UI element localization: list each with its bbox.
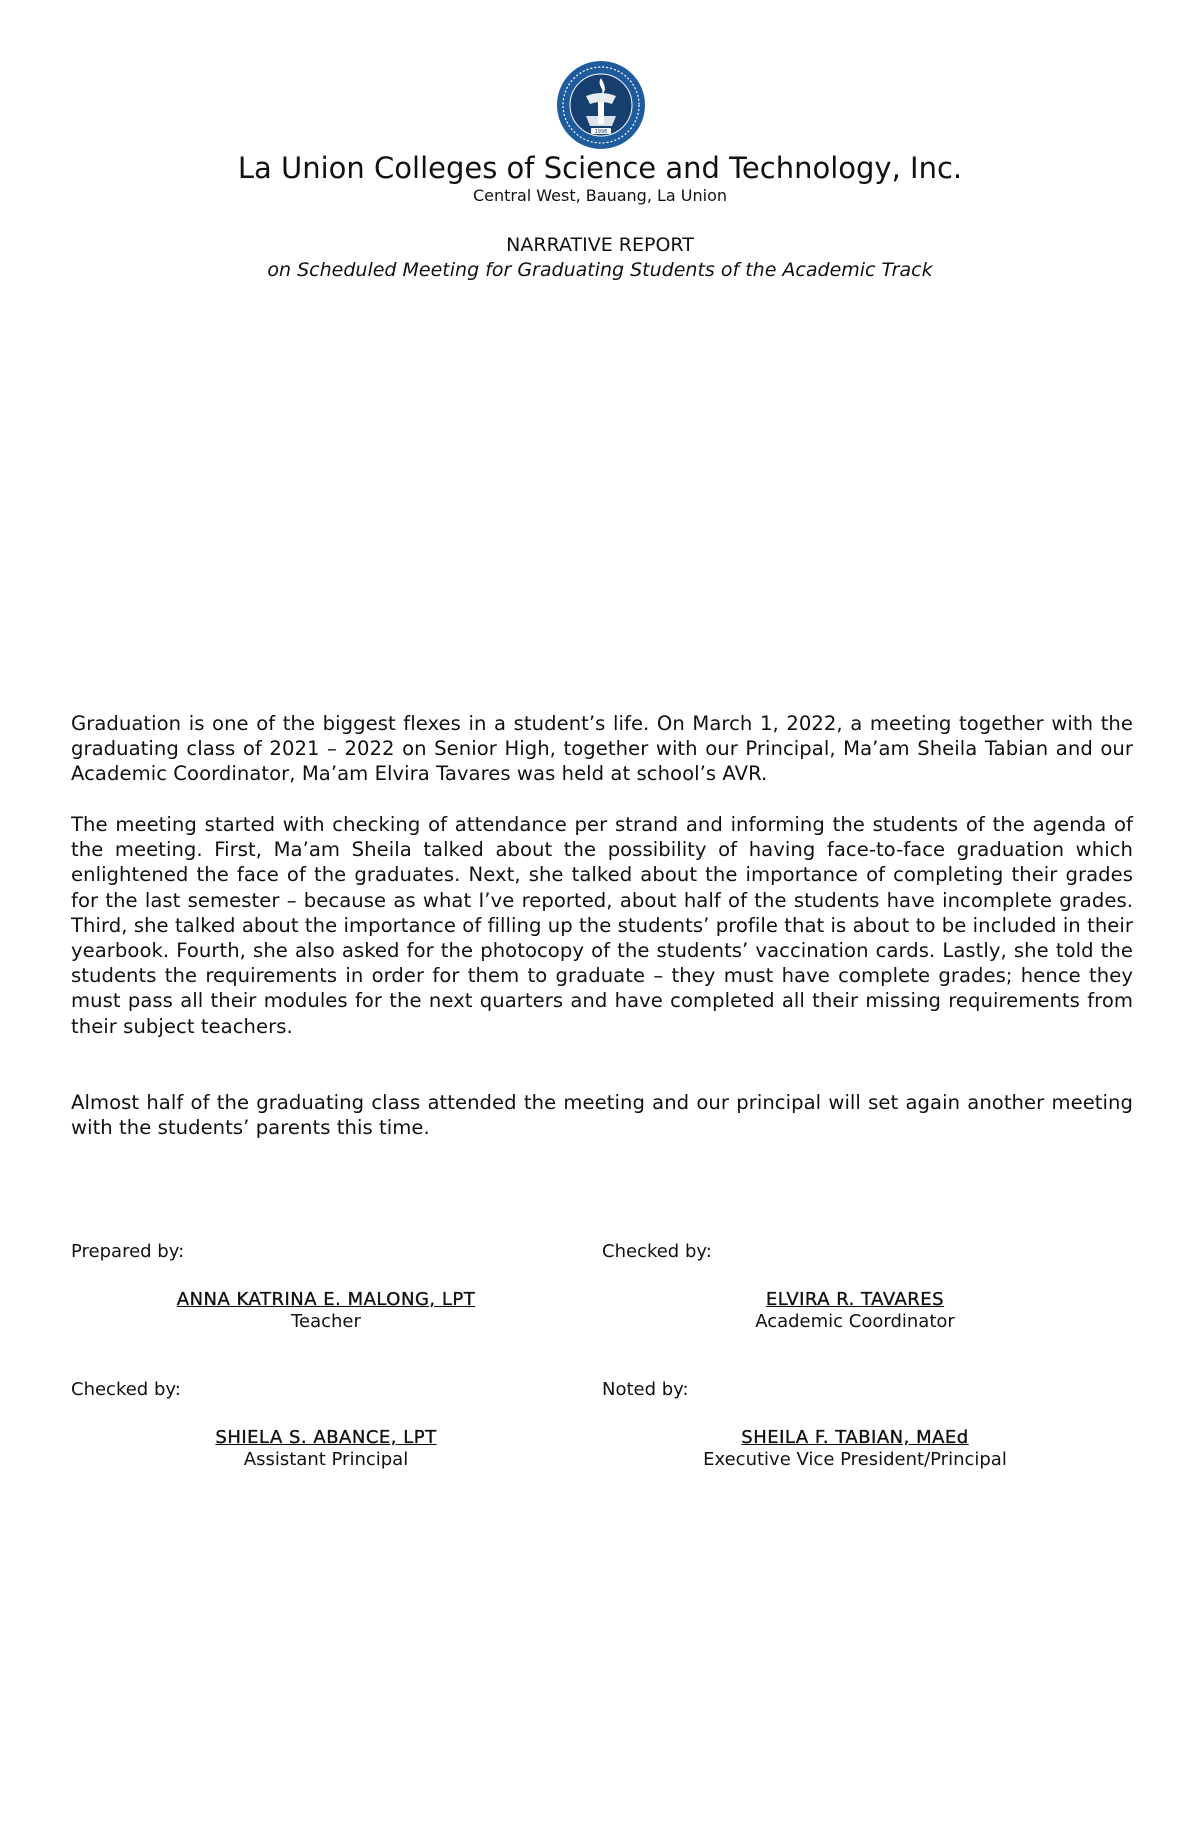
report-subtitle: on Scheduled Meeting for Graduating Students of the Academic Track — [267, 259, 933, 281]
school-logo — [556, 60, 646, 150]
signatory-academic-coordinator — [625, 1289, 1085, 1333]
signatory-name: SHIELA S. ABANCE, LPT — [215, 1427, 437, 1448]
signatory-teacher — [96, 1289, 556, 1333]
signatory-role: Assistant Principal — [243, 1449, 409, 1470]
signatory-assistant-principal — [96, 1427, 556, 1471]
body-paragraph-2: The meeting started with checking of attendance per strand and informing the students of the agenda of the meeting. First, Ma’am Sheila talked about the possibility of having face-to-face graduation which enlightened the face of the graduates. Next, she talked about the importance of completing their grades for the last semester – because as what I’ve reported, about half of the students have incomplete grades. Third, she talked about the importance of filling up the students’ profile that is about to be included in their yearbook. Fourth, she also asked for the photocopy of the students’ vaccination cards. Lastly, she told the students the requirements in order for them to graduate – they must have complete grades; hence they must pass all their modules for the next quarters and have completed all their missing requirements from their subject teachers. — [71, 813, 1133, 1038]
body-paragraph-3: Almost half of the graduating class attended the meeting and our principal will set again another meeting with the students’ parents this time. — [71, 1091, 1133, 1140]
checked-by-label: Checked by: — [602, 1241, 712, 1262]
prepared-by-label: Prepared by: — [71, 1241, 185, 1262]
signatory-name: SHEILA F. TABIAN, MAEd — [741, 1427, 969, 1448]
signatory-name: ELVIRA R. TAVARES — [765, 1289, 945, 1310]
logo-year-text: 1998 — [594, 129, 608, 135]
signatory-role: Academic Coordinator — [755, 1311, 955, 1332]
noted-by-label: Noted by: — [602, 1379, 689, 1400]
signatory-role: Executive Vice President/Principal — [703, 1449, 1007, 1470]
checked-by-label-2: Checked by: — [71, 1379, 181, 1400]
school-name: La Union Colleges of Science and Technology, Inc. — [237, 151, 963, 185]
signatory-name: ANNA KATRINA E. MALONG, LPT — [176, 1289, 476, 1310]
report-title: NARRATIVE REPORT — [506, 234, 694, 256]
signatory-principal — [625, 1427, 1085, 1471]
school-address: Central West, Bauang, La Union — [472, 186, 728, 205]
signatory-role: Teacher — [291, 1311, 361, 1332]
body-paragraph-1: Graduation is one of the biggest flexes in a student’s life. On March 1, 2022, a meeting together with the graduating class of 2021 – 2022 on Senior High, together with our Principal, Ma’am Sheila Tabian and our Academic Coordinator, Ma’am Elvira Tavares was held at school’s AVR. — [71, 712, 1133, 786]
